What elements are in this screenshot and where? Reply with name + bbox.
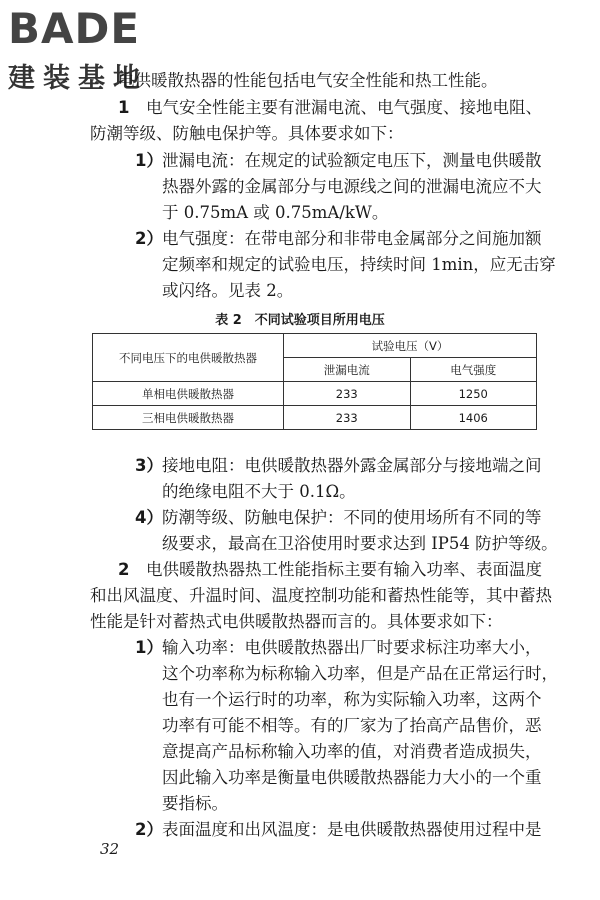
- item-number: 4）: [135, 508, 163, 527]
- item-number: 1）: [135, 151, 163, 170]
- table-cell: 233: [284, 406, 411, 430]
- section2-line: 性能是针对蓄热式电供暖散热器而言的。具体要求如下：: [90, 612, 503, 631]
- page-number: 32: [100, 840, 120, 858]
- table-cell: 单相电供暖散热器: [93, 382, 284, 406]
- table-subheader: 泄漏电流: [284, 358, 411, 382]
- item-line: 泄漏电流：在规定的试验额定电压下，测量电供暖散: [162, 151, 542, 170]
- table-row: [93, 382, 537, 406]
- item-line: 表面温度和出风温度：是电供暖散热器使用过程中是: [162, 820, 542, 839]
- section2-line: 和出风温度、升温时间、温度控制功能和蓄热性能等，其中蓄热: [90, 586, 552, 605]
- item-line: 或闪络。见表 2。: [162, 281, 294, 300]
- voltage-table: [92, 333, 537, 430]
- item-line: 热器外露的金属部分与电源线之间的泄漏电流应不大: [162, 177, 542, 196]
- table-subheader: 电气强度: [410, 358, 537, 382]
- section1-line: 电气安全性能主要有泄漏电流、电气强度、接地电阻、: [146, 98, 542, 117]
- table-cell: 1250: [410, 382, 537, 406]
- item-line: 定频率和规定的试验电压，持续时间 1min，应无击穿: [162, 255, 556, 274]
- item-line: 也有一个运行时的功率，称为实际输入功率，这两个: [162, 690, 542, 709]
- item-line: 级要求，最高在卫浴使用时要求达到 IP54 防护等级。: [162, 534, 558, 553]
- item-line: 这个功率称为标称输入功率，但是产品在正常运行时，: [162, 664, 558, 683]
- section1-number: 1: [118, 98, 130, 117]
- item-number: 2）: [135, 229, 163, 248]
- item-number: 2）: [135, 820, 163, 839]
- item-line: 的绝缘电阻不大于 0.1Ω。: [162, 482, 356, 501]
- logo-word: BADE: [8, 4, 141, 53]
- table-caption: 表 2 不同试验项目所用电压: [215, 313, 385, 328]
- intro-paragraph: 电供暖散热器的性能包括电气安全性能和热工性能。: [118, 71, 498, 90]
- item-line: 于 0.75mA 或 0.75mA/kW。: [162, 203, 389, 222]
- item-line: 接地电阻：电供暖散热器外露金属部分与接地端之间: [162, 456, 542, 475]
- item-line: 要指标。: [162, 794, 228, 813]
- table-header-group: 试验电压（V）: [284, 334, 537, 358]
- table-cell: 三相电供暖散热器: [93, 406, 284, 430]
- table-header-left: 不同电压下的电供暖散热器: [93, 334, 284, 382]
- item-number: 3）: [135, 456, 163, 475]
- table-cell: 233: [284, 382, 411, 406]
- section2-line: 电供暖散热器热工性能指标主要有输入功率、表面温度: [146, 560, 542, 579]
- item-line: 意提高产品标称输入功率的值，对消费者造成损失，: [162, 742, 542, 761]
- item-line: 输入功率：电供暖散热器出厂时要求标注功率大小，: [162, 638, 542, 657]
- item-line: 功率有可能不相等。有的厂家为了抬高产品售价，恶: [162, 716, 542, 735]
- table-row: [93, 406, 537, 430]
- item-line: 因此输入功率是衡量电供暖散热器能力大小的一个重: [162, 768, 542, 787]
- item-line: 电气强度：在带电部分和非带电金属部分之间施加额: [162, 229, 542, 248]
- section2-number: 2: [118, 560, 130, 579]
- table-cell: 1406: [410, 406, 537, 430]
- logo-chinese: 建装基地: [8, 63, 148, 94]
- item-number: 1）: [135, 638, 163, 657]
- item-line: 防潮等级、防触电保护：不同的使用场所有不同的等: [162, 508, 542, 527]
- section1-line: 防潮等级、防触电保护等。具体要求如下：: [90, 124, 404, 143]
